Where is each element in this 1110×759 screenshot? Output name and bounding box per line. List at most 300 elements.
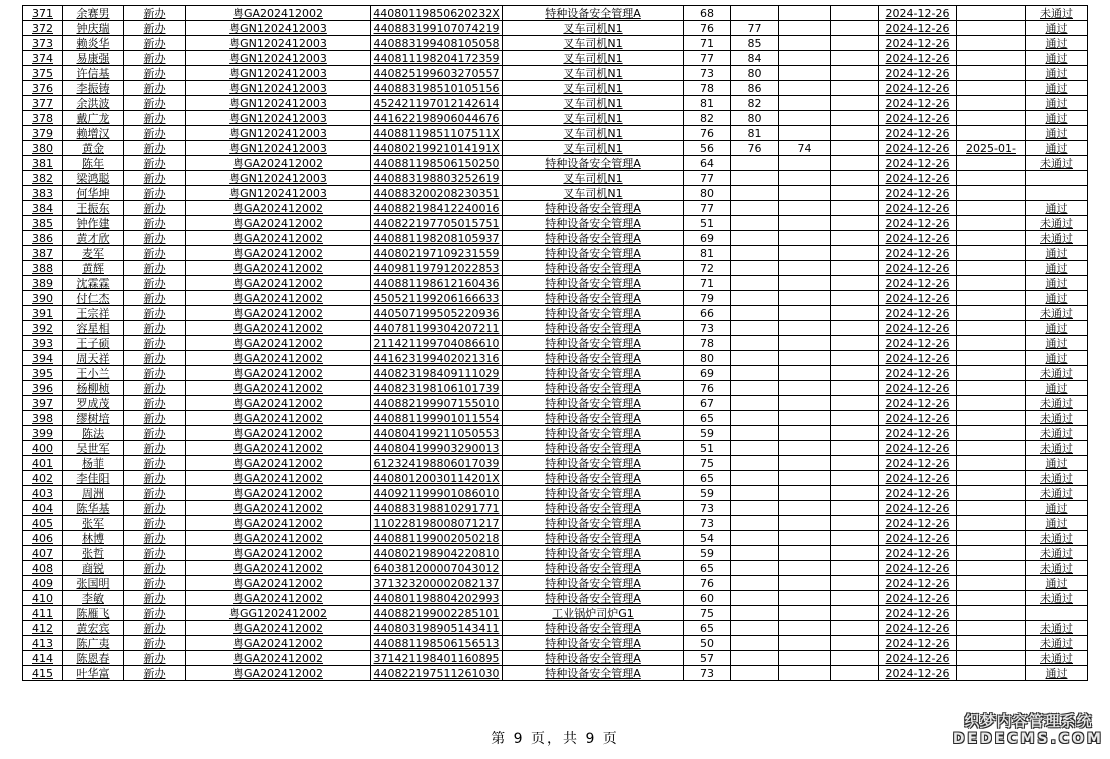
cell-row-number: 390 xyxy=(23,291,63,306)
cell-score-3 xyxy=(779,66,831,81)
cell-application-type: 新办 xyxy=(124,411,186,426)
cell-score-1: 73 xyxy=(684,321,731,336)
cell-pass-status: 未通过 xyxy=(1026,486,1088,501)
cell-pass-status xyxy=(1026,606,1088,621)
cell-exam-date: 2024-12-26 xyxy=(879,66,957,81)
cell-exam-date: 2024-12-26 xyxy=(879,546,957,561)
cell-remark xyxy=(831,216,879,231)
cell-applicant-name: 许信基 xyxy=(63,66,124,81)
cell-remark xyxy=(831,576,879,591)
cell-exam-project: 特种设备安全管理A xyxy=(503,276,684,291)
cell-row-number: 391 xyxy=(23,306,63,321)
cell-score-1: 71 xyxy=(684,276,731,291)
cell-id-number: 44080119850620232X xyxy=(371,6,503,21)
cell-score-2: 82 xyxy=(731,96,779,111)
cell-application-type: 新办 xyxy=(124,426,186,441)
cell-remark xyxy=(831,621,879,636)
cell-row-number: 374 xyxy=(23,51,63,66)
cell-exam-project: 叉车司机N1 xyxy=(503,96,684,111)
cell-exam-project: 叉车司机N1 xyxy=(503,111,684,126)
cell-id-number: 440802198904220810 xyxy=(371,546,503,561)
cell-row-number: 384 xyxy=(23,201,63,216)
cell-score-3 xyxy=(779,336,831,351)
cell-exam-plan-code: 粤GN1202412003 xyxy=(186,141,371,156)
cell-application-type: 新办 xyxy=(124,501,186,516)
cell-applicant-name: 梁鸿聪 xyxy=(63,171,124,186)
cell-score-3 xyxy=(779,531,831,546)
cell-score-3 xyxy=(779,81,831,96)
cell-score-1: 59 xyxy=(684,546,731,561)
cell-exam-plan-code: 粤GA202412002 xyxy=(186,156,371,171)
cell-applicant-name: 陈广夷 xyxy=(63,636,124,651)
cell-score-1: 51 xyxy=(684,441,731,456)
cell-exam-project: 叉车司机N1 xyxy=(503,51,684,66)
cell-second-date xyxy=(957,156,1026,171)
cell-exam-plan-code: 粤GN1202412003 xyxy=(186,21,371,36)
cell-exam-date: 2024-12-26 xyxy=(879,471,957,486)
cell-second-date xyxy=(957,456,1026,471)
cell-exam-project: 特种设备安全管理A xyxy=(503,486,684,501)
cell-exam-plan-code: 粤GA202412002 xyxy=(186,276,371,291)
table-row xyxy=(23,411,1088,426)
cell-applicant-name: 钟作建 xyxy=(63,216,124,231)
cell-application-type: 新办 xyxy=(124,606,186,621)
cell-exam-plan-code: 粤GA202412002 xyxy=(186,6,371,21)
cell-pass-status: 通过 xyxy=(1026,111,1088,126)
cell-second-date xyxy=(957,381,1026,396)
cell-application-type: 新办 xyxy=(124,306,186,321)
watermark-domain: DEDECMS.COM xyxy=(952,730,1104,747)
cell-id-number: 440781199304207211 xyxy=(371,321,503,336)
cell-exam-plan-code: 粤GA202412002 xyxy=(186,666,371,681)
cell-exam-project: 特种设备安全管理A xyxy=(503,666,684,681)
cell-score-3 xyxy=(779,216,831,231)
cell-score-2 xyxy=(731,6,779,21)
cell-exam-date: 2024-12-26 xyxy=(879,6,957,21)
cell-second-date xyxy=(957,666,1026,681)
cell-score-3 xyxy=(779,171,831,186)
cell-id-number: 440823198409111029 xyxy=(371,366,503,381)
cell-application-type: 新办 xyxy=(124,201,186,216)
cell-second-date xyxy=(957,636,1026,651)
cell-pass-status: 通过 xyxy=(1026,126,1088,141)
cell-exam-plan-code: 粤GA202412002 xyxy=(186,456,371,471)
cell-id-number: 440882199002285101 xyxy=(371,606,503,621)
cell-applicant-name: 赖增汉 xyxy=(63,126,124,141)
cell-second-date xyxy=(957,606,1026,621)
cell-remark xyxy=(831,81,879,96)
table-row xyxy=(23,471,1088,486)
cell-remark xyxy=(831,606,879,621)
cell-score-1: 59 xyxy=(684,426,731,441)
cell-score-1: 65 xyxy=(684,411,731,426)
cell-remark xyxy=(831,651,879,666)
cell-pass-status: 通过 xyxy=(1026,576,1088,591)
cell-remark xyxy=(831,51,879,66)
cell-score-3 xyxy=(779,426,831,441)
cell-second-date xyxy=(957,336,1026,351)
cell-remark xyxy=(831,246,879,261)
cell-remark xyxy=(831,186,879,201)
cell-id-number: 440811198204172359 xyxy=(371,51,503,66)
cell-application-type: 新办 xyxy=(124,6,186,21)
cell-row-number: 412 xyxy=(23,621,63,636)
cell-remark xyxy=(831,141,879,156)
cell-id-number: 44080219921014191X xyxy=(371,141,503,156)
cell-exam-date: 2024-12-26 xyxy=(879,306,957,321)
cell-score-1: 75 xyxy=(684,456,731,471)
cell-score-3 xyxy=(779,366,831,381)
cell-pass-status: 通过 xyxy=(1026,351,1088,366)
cell-second-date xyxy=(957,306,1026,321)
cell-exam-date: 2024-12-26 xyxy=(879,261,957,276)
cell-row-number: 402 xyxy=(23,471,63,486)
cell-id-number: 441623199402021316 xyxy=(371,351,503,366)
cell-row-number: 403 xyxy=(23,486,63,501)
cell-pass-status: 未通过 xyxy=(1026,471,1088,486)
cell-exam-plan-code: 粤GA202412002 xyxy=(186,621,371,636)
cell-id-number: 440921199901086010 xyxy=(371,486,503,501)
cell-application-type: 新办 xyxy=(124,591,186,606)
cell-pass-status: 未通过 xyxy=(1026,6,1088,21)
cell-pass-status: 通过 xyxy=(1026,336,1088,351)
cell-score-3 xyxy=(779,111,831,126)
cell-exam-plan-code: 粤GA202412002 xyxy=(186,321,371,336)
cell-row-number: 409 xyxy=(23,576,63,591)
cell-pass-status: 未通过 xyxy=(1026,441,1088,456)
cell-score-3 xyxy=(779,276,831,291)
cell-exam-project: 叉车司机N1 xyxy=(503,141,684,156)
cell-row-number: 387 xyxy=(23,246,63,261)
cell-exam-project: 叉车司机N1 xyxy=(503,171,684,186)
table-row xyxy=(23,486,1088,501)
cell-exam-date: 2024-12-26 xyxy=(879,381,957,396)
cell-exam-project: 叉车司机N1 xyxy=(503,36,684,51)
cell-exam-date: 2024-12-26 xyxy=(879,111,957,126)
cell-id-number: 440883198810291771 xyxy=(371,501,503,516)
cell-second-date xyxy=(957,171,1026,186)
cell-score-3 xyxy=(779,621,831,636)
cell-exam-plan-code: 粤GA202412002 xyxy=(186,576,371,591)
cell-pass-status: 通过 xyxy=(1026,291,1088,306)
cell-applicant-name: 李敏 xyxy=(63,591,124,606)
cell-pass-status: 通过 xyxy=(1026,66,1088,81)
cell-applicant-name: 陈恩春 xyxy=(63,651,124,666)
cell-second-date xyxy=(957,51,1026,66)
cell-pass-status: 未通过 xyxy=(1026,621,1088,636)
cell-exam-plan-code: 粤GN1202412003 xyxy=(186,186,371,201)
cell-id-number: 452421197012142614 xyxy=(371,96,503,111)
cell-exam-plan-code: 粤GA202412002 xyxy=(186,546,371,561)
cell-pass-status xyxy=(1026,171,1088,186)
cell-application-type: 新办 xyxy=(124,171,186,186)
exam-results-table xyxy=(22,5,1088,681)
cell-application-type: 新办 xyxy=(124,156,186,171)
cell-exam-project: 工业锅炉司炉G1 xyxy=(503,606,684,621)
cell-second-date xyxy=(957,576,1026,591)
cell-score-1: 68 xyxy=(684,6,731,21)
cell-remark xyxy=(831,6,879,21)
cell-application-type: 新办 xyxy=(124,636,186,651)
cell-pass-status: 未通过 xyxy=(1026,396,1088,411)
cell-pass-status: 通过 xyxy=(1026,36,1088,51)
cell-row-number: 382 xyxy=(23,171,63,186)
cell-application-type: 新办 xyxy=(124,666,186,681)
cell-pass-status: 未通过 xyxy=(1026,531,1088,546)
cell-applicant-name: 余赛男 xyxy=(63,6,124,21)
cell-id-number: 450521199206166633 xyxy=(371,291,503,306)
cell-pass-status: 通过 xyxy=(1026,456,1088,471)
cell-exam-project: 特种设备安全管理A xyxy=(503,6,684,21)
cell-score-2 xyxy=(731,186,779,201)
cell-applicant-name: 叶华富 xyxy=(63,666,124,681)
cell-application-type: 新办 xyxy=(124,81,186,96)
cell-row-number: 381 xyxy=(23,156,63,171)
cell-remark xyxy=(831,546,879,561)
cell-id-number: 440822197511261030 xyxy=(371,666,503,681)
cell-id-number: 440981197912022853 xyxy=(371,261,503,276)
cell-id-number: 440804199211050553 xyxy=(371,426,503,441)
cell-applicant-name: 容星相 xyxy=(63,321,124,336)
cell-score-1: 50 xyxy=(684,636,731,651)
cell-score-1: 80 xyxy=(684,351,731,366)
cell-score-2 xyxy=(731,156,779,171)
cell-applicant-name: 陈法 xyxy=(63,426,124,441)
cell-score-2 xyxy=(731,651,779,666)
cell-applicant-name: 何华坤 xyxy=(63,186,124,201)
cell-remark xyxy=(831,336,879,351)
cell-score-3 xyxy=(779,546,831,561)
cell-score-2 xyxy=(731,351,779,366)
cell-row-number: 386 xyxy=(23,231,63,246)
cell-second-date xyxy=(957,6,1026,21)
cell-exam-plan-code: 粤GA202412002 xyxy=(186,426,371,441)
cell-score-2 xyxy=(731,261,779,276)
cell-exam-plan-code: 粤GG1202412002 xyxy=(186,606,371,621)
cell-exam-plan-code: 粤GA202412002 xyxy=(186,381,371,396)
table-row xyxy=(23,576,1088,591)
cell-score-3 xyxy=(779,186,831,201)
cell-score-3 xyxy=(779,291,831,306)
results-table-body xyxy=(23,6,1088,681)
cell-exam-date: 2024-12-26 xyxy=(879,501,957,516)
cell-score-2: 77 xyxy=(731,21,779,36)
cell-applicant-name: 王子硕 xyxy=(63,336,124,351)
cell-exam-plan-code: 粤GA202412002 xyxy=(186,351,371,366)
cell-pass-status xyxy=(1026,186,1088,201)
cell-applicant-name: 陈年 xyxy=(63,156,124,171)
table-row xyxy=(23,591,1088,606)
cell-score-2 xyxy=(731,531,779,546)
cell-remark xyxy=(831,486,879,501)
cell-score-2 xyxy=(731,411,779,426)
cell-application-type: 新办 xyxy=(124,96,186,111)
cell-score-3 xyxy=(779,456,831,471)
cell-application-type: 新办 xyxy=(124,456,186,471)
cell-score-3: 74 xyxy=(779,141,831,156)
cell-exam-project: 特种设备安全管理A xyxy=(503,396,684,411)
cell-remark xyxy=(831,591,879,606)
cell-exam-date: 2024-12-26 xyxy=(879,156,957,171)
cell-row-number: 408 xyxy=(23,561,63,576)
cell-score-3 xyxy=(779,51,831,66)
cell-score-2 xyxy=(731,396,779,411)
cell-exam-date: 2024-12-26 xyxy=(879,516,957,531)
cell-pass-status: 未通过 xyxy=(1026,411,1088,426)
cell-pass-status: 未通过 xyxy=(1026,651,1088,666)
cell-remark xyxy=(831,381,879,396)
cell-row-number: 415 xyxy=(23,666,63,681)
cell-exam-date: 2024-12-26 xyxy=(879,486,957,501)
cell-application-type: 新办 xyxy=(124,141,186,156)
cell-exam-plan-code: 粤GN1202412003 xyxy=(186,126,371,141)
cell-exam-plan-code: 粤GA202412002 xyxy=(186,216,371,231)
cell-exam-plan-code: 粤GA202412002 xyxy=(186,516,371,531)
cell-score-1: 69 xyxy=(684,366,731,381)
cell-score-3 xyxy=(779,486,831,501)
cell-applicant-name: 李佳阳 xyxy=(63,471,124,486)
cell-exam-date: 2024-12-26 xyxy=(879,81,957,96)
cell-remark xyxy=(831,291,879,306)
cell-score-2 xyxy=(731,561,779,576)
cell-exam-plan-code: 粤GN1202412003 xyxy=(186,171,371,186)
cell-id-number: 371421198401160895 xyxy=(371,651,503,666)
cell-score-2 xyxy=(731,291,779,306)
cell-exam-project: 特种设备安全管理A xyxy=(503,261,684,276)
cell-row-number: 404 xyxy=(23,501,63,516)
cell-score-1: 81 xyxy=(684,96,731,111)
cell-exam-project: 特种设备安全管理A xyxy=(503,366,684,381)
cell-application-type: 新办 xyxy=(124,621,186,636)
cell-applicant-name: 杨菲 xyxy=(63,456,124,471)
cell-remark xyxy=(831,276,879,291)
cell-score-3 xyxy=(779,471,831,486)
cell-exam-project: 叉车司机N1 xyxy=(503,126,684,141)
cell-applicant-name: 沈霖霖 xyxy=(63,276,124,291)
cell-pass-status: 通过 xyxy=(1026,141,1088,156)
cell-exam-project: 特种设备安全管理A xyxy=(503,501,684,516)
cell-id-number: 211421199704086610 xyxy=(371,336,503,351)
cell-row-number: 388 xyxy=(23,261,63,276)
cell-remark xyxy=(831,516,879,531)
cell-application-type: 新办 xyxy=(124,351,186,366)
table-row xyxy=(23,516,1088,531)
table-row xyxy=(23,546,1088,561)
cell-application-type: 新办 xyxy=(124,651,186,666)
cell-exam-date: 2024-12-26 xyxy=(879,636,957,651)
cell-score-3 xyxy=(779,201,831,216)
cell-score-1: 73 xyxy=(684,516,731,531)
table-row xyxy=(23,36,1088,51)
cell-application-type: 新办 xyxy=(124,366,186,381)
cell-score-1: 59 xyxy=(684,486,731,501)
cell-score-1: 51 xyxy=(684,216,731,231)
table-row xyxy=(23,216,1088,231)
cell-score-2 xyxy=(731,516,779,531)
cell-id-number: 440882199907155010 xyxy=(371,396,503,411)
cell-exam-plan-code: 粤GA202412002 xyxy=(186,441,371,456)
cell-applicant-name: 罗成茂 xyxy=(63,396,124,411)
cell-row-number: 394 xyxy=(23,351,63,366)
table-row xyxy=(23,351,1088,366)
cell-score-1: 54 xyxy=(684,531,731,546)
cell-application-type: 新办 xyxy=(124,546,186,561)
table-row xyxy=(23,111,1088,126)
cell-score-1: 56 xyxy=(684,141,731,156)
cell-remark xyxy=(831,321,879,336)
cell-second-date xyxy=(957,261,1026,276)
cell-exam-date: 2024-12-26 xyxy=(879,366,957,381)
cell-score-2: 84 xyxy=(731,51,779,66)
cell-remark xyxy=(831,636,879,651)
cell-score-2 xyxy=(731,546,779,561)
cell-exam-date: 2024-12-26 xyxy=(879,531,957,546)
cell-id-number: 640381200007043012 xyxy=(371,561,503,576)
cell-id-number: 440507199505220936 xyxy=(371,306,503,321)
cell-score-1: 65 xyxy=(684,621,731,636)
cell-score-1: 76 xyxy=(684,21,731,36)
cell-application-type: 新办 xyxy=(124,186,186,201)
cell-exam-project: 特种设备安全管理A xyxy=(503,456,684,471)
cell-application-type: 新办 xyxy=(124,381,186,396)
cell-score-2 xyxy=(731,471,779,486)
cell-applicant-name: 张国明 xyxy=(63,576,124,591)
cell-score-1: 78 xyxy=(684,336,731,351)
cell-row-number: 398 xyxy=(23,411,63,426)
cell-exam-project: 特种设备安全管理A xyxy=(503,546,684,561)
cell-score-1: 73 xyxy=(684,66,731,81)
cell-exam-plan-code: 粤GA202412002 xyxy=(186,306,371,321)
cell-exam-date: 2024-12-26 xyxy=(879,441,957,456)
cell-row-number: 406 xyxy=(23,531,63,546)
cell-exam-date: 2024-12-26 xyxy=(879,21,957,36)
cell-exam-date: 2024-12-26 xyxy=(879,36,957,51)
cell-score-1: 65 xyxy=(684,471,731,486)
cell-exam-plan-code: 粤GA202412002 xyxy=(186,591,371,606)
cell-application-type: 新办 xyxy=(124,51,186,66)
table-row xyxy=(23,96,1088,111)
cell-second-date xyxy=(957,546,1026,561)
cell-id-number: 440801198804202993 xyxy=(371,591,503,606)
table-row xyxy=(23,501,1088,516)
cell-exam-date: 2024-12-26 xyxy=(879,96,957,111)
cell-applicant-name: 赖炎华 xyxy=(63,36,124,51)
cell-exam-project: 特种设备安全管理A xyxy=(503,561,684,576)
cell-applicant-name: 商锐 xyxy=(63,561,124,576)
cell-application-type: 新办 xyxy=(124,441,186,456)
cell-application-type: 新办 xyxy=(124,276,186,291)
table-row xyxy=(23,336,1088,351)
cell-remark xyxy=(831,261,879,276)
cell-second-date xyxy=(957,216,1026,231)
cell-score-3 xyxy=(779,246,831,261)
cell-second-date xyxy=(957,201,1026,216)
cell-exam-plan-code: 粤GA202412002 xyxy=(186,651,371,666)
cell-exam-project: 特种设备安全管理A xyxy=(503,621,684,636)
cell-application-type: 新办 xyxy=(124,291,186,306)
cell-second-date xyxy=(957,651,1026,666)
cell-score-2 xyxy=(731,216,779,231)
cell-score-1: 72 xyxy=(684,261,731,276)
cell-remark xyxy=(831,306,879,321)
cell-id-number: 440881198612160436 xyxy=(371,276,503,291)
cell-pass-status: 通过 xyxy=(1026,516,1088,531)
cell-applicant-name: 张军 xyxy=(63,516,124,531)
cell-applicant-name: 黄宏宾 xyxy=(63,621,124,636)
table-row xyxy=(23,456,1088,471)
cell-score-1: 82 xyxy=(684,111,731,126)
table-row xyxy=(23,651,1088,666)
